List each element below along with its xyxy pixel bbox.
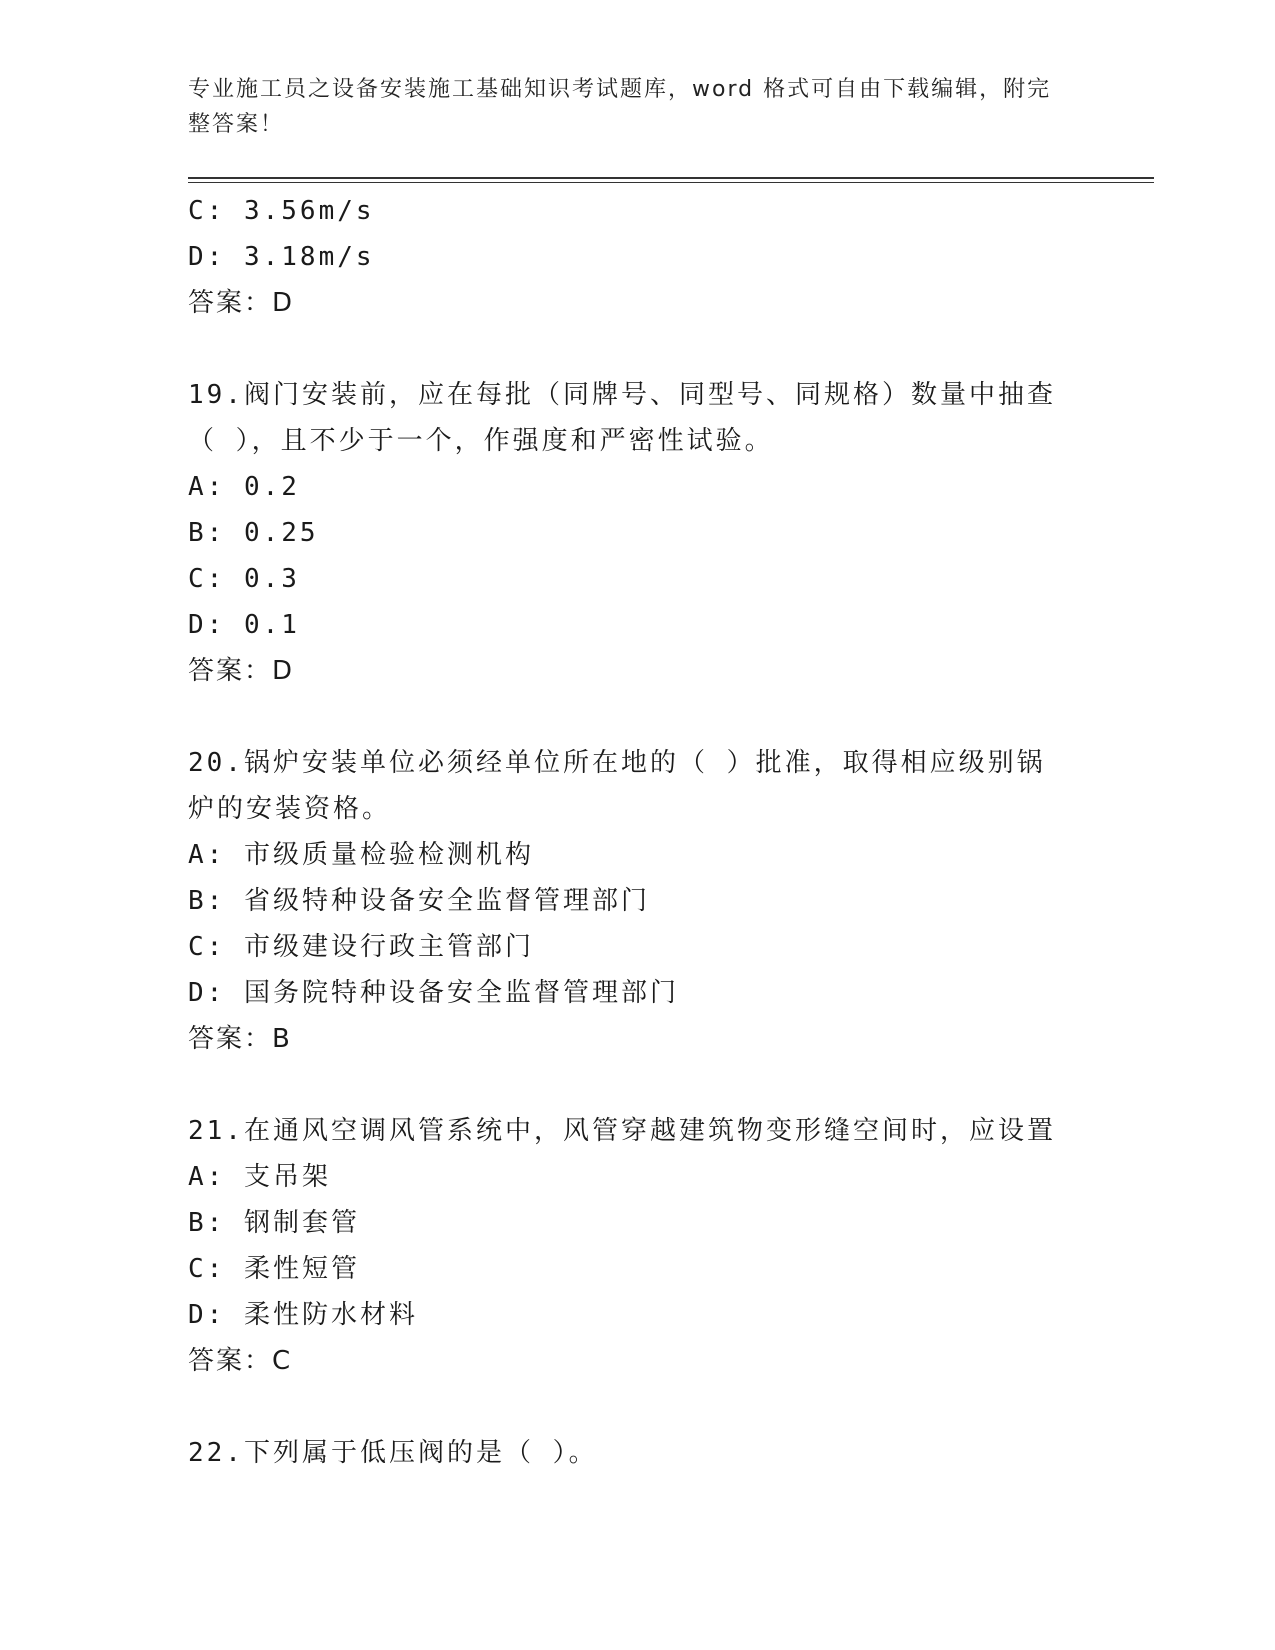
option-d: D: 3.18m/s <box>188 242 375 272</box>
option-b: B: 钢制套管 <box>188 1208 360 1238</box>
spacer <box>188 1384 1068 1430</box>
header-divider-thin <box>188 182 1154 183</box>
question-22 <box>188 1430 1068 1476</box>
option-c: C: 市级建设行政主管部门 <box>188 932 534 962</box>
question-stem: 20.锅炉安装单位必须经单位所在地的（ ）批准，取得相应级别锅炉的安装资格。 <box>188 748 1046 824</box>
option-c: C: 0.3 <box>188 564 300 594</box>
question-stem: 21.在通风空调风管系统中，风管穿越建筑物变形缝空间时，应设置 <box>188 1116 1056 1146</box>
question-stem: 22.下列属于低压阀的是（ ）。 <box>188 1438 598 1468</box>
option-a: A: 0.2 <box>188 472 300 502</box>
option-d: D: 国务院特种设备安全监督管理部门 <box>188 978 679 1008</box>
question-stem: 19.阀门安装前，应在每批（同牌号、同型号、同规格）数量中抽查（ ），且不少于一个，作强度和严密性试验。 <box>188 380 1056 456</box>
answer-line: 答案：B <box>188 1024 292 1054</box>
question-19 <box>188 372 1068 694</box>
question-21 <box>188 1108 1068 1384</box>
question-18-continued <box>188 188 1068 326</box>
answer-line: 答案：D <box>188 656 295 686</box>
option-c: C: 柔性短管 <box>188 1254 360 1284</box>
spacer <box>188 1062 1068 1108</box>
option-d: D: 柔性防水材料 <box>188 1300 418 1330</box>
option-b: B: 0.25 <box>188 518 319 548</box>
question-content <box>188 188 1068 1476</box>
header-divider-thick <box>188 177 1154 179</box>
option-a: A: 支吊架 <box>188 1162 331 1192</box>
spacer <box>188 694 1068 740</box>
option-c: C: 3.56m/s <box>188 196 375 226</box>
option-d: D: 0.1 <box>188 610 300 640</box>
answer-line: 答案：C <box>188 1346 293 1376</box>
spacer <box>188 326 1068 372</box>
option-a: A: 市级质量检验检测机构 <box>188 840 534 870</box>
answer-line: 答案：D <box>188 288 295 318</box>
question-20 <box>188 740 1068 1062</box>
document-header: 专业施工员之设备安装施工基础知识考试题库，word 格式可自由下载编辑，附完整答案！ <box>188 77 1052 137</box>
option-b: B: 省级特种设备安全监督管理部门 <box>188 886 650 916</box>
